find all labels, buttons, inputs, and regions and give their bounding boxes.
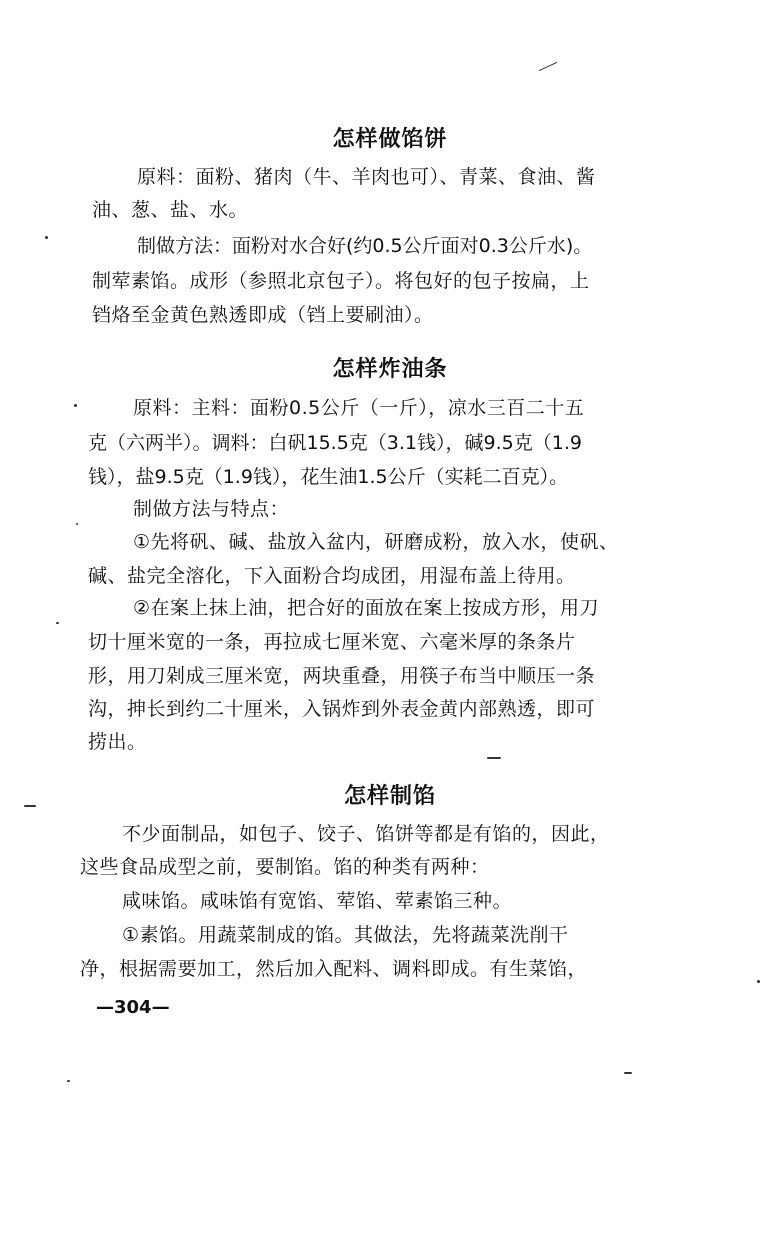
- text-line: 碱、盐完全溶化，下入面粉合均成团，用湿布盖上待用。: [88, 565, 576, 587]
- scan-speck: [487, 757, 501, 759]
- text-line: 原料：面粉、猪肉（牛、羊肉也可）、青菜、食油、酱: [137, 166, 596, 188]
- text-line: ①先将矾、碱、盐放入盆内，研磨成粉，放入水，使矾、: [133, 531, 619, 553]
- text-line: 形，用刀剁成三厘米宽，两块重叠，用筷子布当中顺压一条: [88, 665, 596, 687]
- text-line: 切十厘米宽的一条，再拉成七厘米宽、六毫米厚的条条片: [88, 631, 576, 653]
- text-line: 这些食品成型之前，要制馅。馅的种类有两种：: [80, 856, 490, 878]
- text-line: 净，根据需要加工，然后加入配料、调料即成。有生菜馅，: [80, 958, 588, 980]
- text-line: 原料：主料：面粉0.5公斤（一斤），凉水三百二十五: [133, 397, 585, 419]
- section-heading-youtiao: 怎样炸油条: [332, 357, 448, 382]
- text-line: 钱），盐9.5克（1.9钱），花生油1.5公斤（实耗二百克）。: [88, 466, 569, 488]
- text-line: 制做方法与特点：: [133, 498, 290, 520]
- scan-speck: [45, 236, 48, 239]
- text-line: 咸味馅。咸味馅有宽馅、荤馅、荤素馅三种。: [122, 890, 513, 912]
- scan-speck: [24, 805, 36, 807]
- scan-speck: [56, 622, 59, 624]
- page-number: —304—: [96, 997, 170, 1018]
- scan-speck: [624, 1072, 632, 1074]
- text-line: 克（六两半）。调料：白矾15.5克（3.1钱），碱9.5克（1.9: [88, 432, 582, 454]
- text-line: 沟，抻长到约二十厘米，入锅炸到外表金黄内部熟透，即可: [88, 698, 596, 720]
- section-heading-zhixian: 怎样制馅: [343, 784, 436, 809]
- scan-speck: [67, 1080, 70, 1082]
- text-line: ①素馅。用蔬菜制成的馅。其做法，先将蔬菜洗削干: [122, 924, 569, 946]
- scan-speck: [757, 980, 760, 983]
- text-line: 不少面制品，如包子、饺子、馅饼等都是有馅的，因此，: [122, 823, 610, 845]
- text-line: ②在案上抹上油，把合好的面放在案上按成方形，用刀: [133, 597, 600, 619]
- scan-speck: [76, 523, 78, 525]
- text-line: 制做方法：面粉对水合好(约0.5公斤面对0.3公斤水)。: [137, 235, 593, 257]
- scan-mark: [539, 62, 558, 71]
- section-heading-xianbing: 怎样做馅饼: [332, 127, 448, 152]
- text-line: 捞出。: [88, 731, 147, 753]
- text-line: 铛烙至金黄色熟透即成（铛上要刷油）。: [92, 304, 434, 326]
- text-line: 油、葱、盐、水。: [92, 199, 249, 221]
- text-line: 制荤素馅。成形（参照北京包子）。将包好的包子按扁，上: [92, 270, 590, 292]
- scan-speck: [74, 404, 77, 407]
